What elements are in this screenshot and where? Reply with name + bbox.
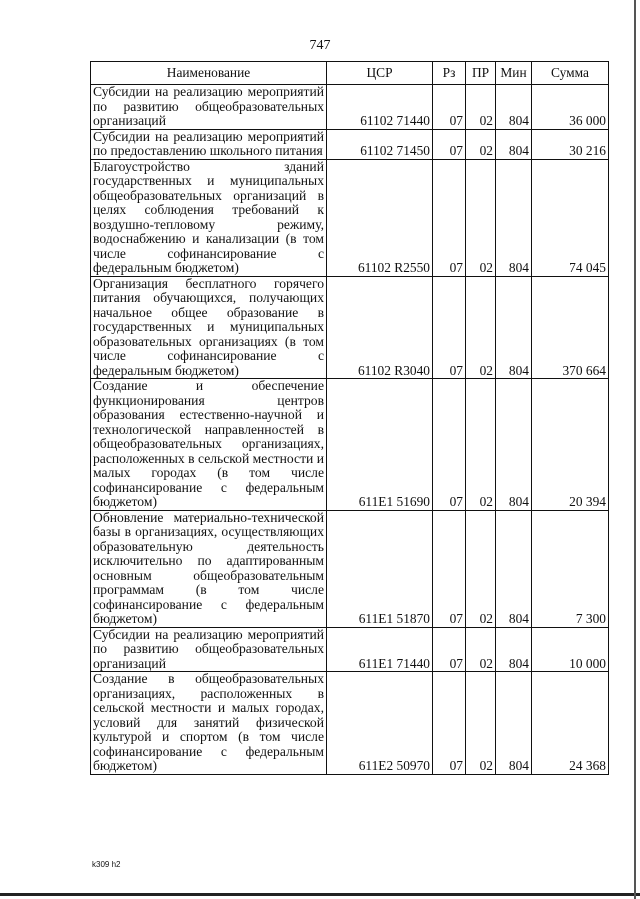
row-min: 804 <box>496 159 532 276</box>
row-csr: 611E1 51690 <box>327 379 433 511</box>
row-rz: 07 <box>433 129 466 159</box>
row-pr: 02 <box>466 672 496 775</box>
header-sum: Сумма <box>532 62 609 85</box>
row-name: Субсидии на реализацию мероприятий по развитию общеобразовательных организаций <box>91 627 327 672</box>
row-csr: 611E1 71440 <box>327 627 433 672</box>
row-rz: 07 <box>433 379 466 511</box>
row-pr: 02 <box>466 627 496 672</box>
row-sum: 7 300 <box>532 510 609 627</box>
row-sum: 36 000 <box>532 85 609 130</box>
row-sum: 10 000 <box>532 627 609 672</box>
row-min: 804 <box>496 85 532 130</box>
header-rz: Рз <box>433 62 466 85</box>
row-pr: 02 <box>466 276 496 379</box>
row-sum: 74 045 <box>532 159 609 276</box>
row-min: 804 <box>496 627 532 672</box>
row-name: Благоустройство зданий государственных и муниципальных общеобразовательных организаций в целях соблюдения требований к воздушно-тепловому режиму, водоснабжению и канализации (в том числе софинансирование с федеральным бюджетом) <box>91 159 327 276</box>
row-min: 804 <box>496 672 532 775</box>
scan-edge-line <box>634 0 636 899</box>
row-pr: 02 <box>466 85 496 130</box>
row-name: Субсидии на реализацию мероприятий по предоставлению школьного питания <box>91 129 327 159</box>
row-rz: 07 <box>433 159 466 276</box>
table-row <box>91 627 609 672</box>
table-row <box>91 379 609 511</box>
row-name: Субсидии на реализацию мероприятий по развитию общеобразовательных организаций <box>91 85 327 130</box>
header-csr: ЦСР <box>327 62 433 85</box>
row-pr: 02 <box>466 510 496 627</box>
row-csr: 61102 71440 <box>327 85 433 130</box>
row-csr: 61102 71450 <box>327 129 433 159</box>
table-row <box>91 510 609 627</box>
row-rz: 07 <box>433 276 466 379</box>
row-min: 804 <box>496 129 532 159</box>
row-pr: 02 <box>466 379 496 511</box>
page-number: 747 <box>309 38 331 53</box>
table-row <box>91 672 609 775</box>
row-rz: 07 <box>433 85 466 130</box>
row-rz: 07 <box>433 672 466 775</box>
header-name: Наименование <box>91 62 327 85</box>
row-csr: 61102 R2550 <box>327 159 433 276</box>
header-pr: ПР <box>466 62 496 85</box>
row-pr: 02 <box>466 129 496 159</box>
budget-table <box>90 61 609 775</box>
row-sum: 24 368 <box>532 672 609 775</box>
table-row <box>91 85 609 130</box>
row-name: Создание в общеобразовательных организациях, расположенных в сельской местности и малых городах, условий для занятий физической культурой и спортом (в том числе софинансирование с федеральным бюджетом) <box>91 672 327 775</box>
row-name: Создание и обеспечение функционирования центров образования естественно-научной и технологической направленностей в общеобразовательных организациях, расположенных в сельской местности и малых городах (в том числе софинансирование с федеральным бюджетом) <box>91 379 327 511</box>
scan-border-line <box>0 893 640 896</box>
table-header-row <box>91 62 609 85</box>
row-csr: 611E1 51870 <box>327 510 433 627</box>
row-rz: 07 <box>433 510 466 627</box>
row-csr: 61102 R3040 <box>327 276 433 379</box>
row-name: Обновление материально-технической базы в организациях, осуществляющих образовательную деятельность исключительно по адаптированным основным общеобразовательным программам (в том числе софинансирование с федеральным бюджетом) <box>91 510 327 627</box>
row-csr: 611E2 50970 <box>327 672 433 775</box>
table-row <box>91 159 609 276</box>
row-sum: 20 394 <box>532 379 609 511</box>
row-min: 804 <box>496 510 532 627</box>
row-pr: 02 <box>466 159 496 276</box>
row-min: 804 <box>496 276 532 379</box>
footer-code: k309 h2 <box>92 860 121 869</box>
table-row <box>91 129 609 159</box>
row-sum: 30 216 <box>532 129 609 159</box>
header-min: Мин <box>496 62 532 85</box>
row-rz: 07 <box>433 627 466 672</box>
row-min: 804 <box>496 379 532 511</box>
table-row <box>91 276 609 379</box>
row-name: Организация бесплатного горячего питания обучающихся, получающих начальное общее образование в государственных и муниципальных образовательных организациях (в том числе софинансирование с федеральным бюджетом) <box>91 276 327 379</box>
row-sum: 370 664 <box>532 276 609 379</box>
